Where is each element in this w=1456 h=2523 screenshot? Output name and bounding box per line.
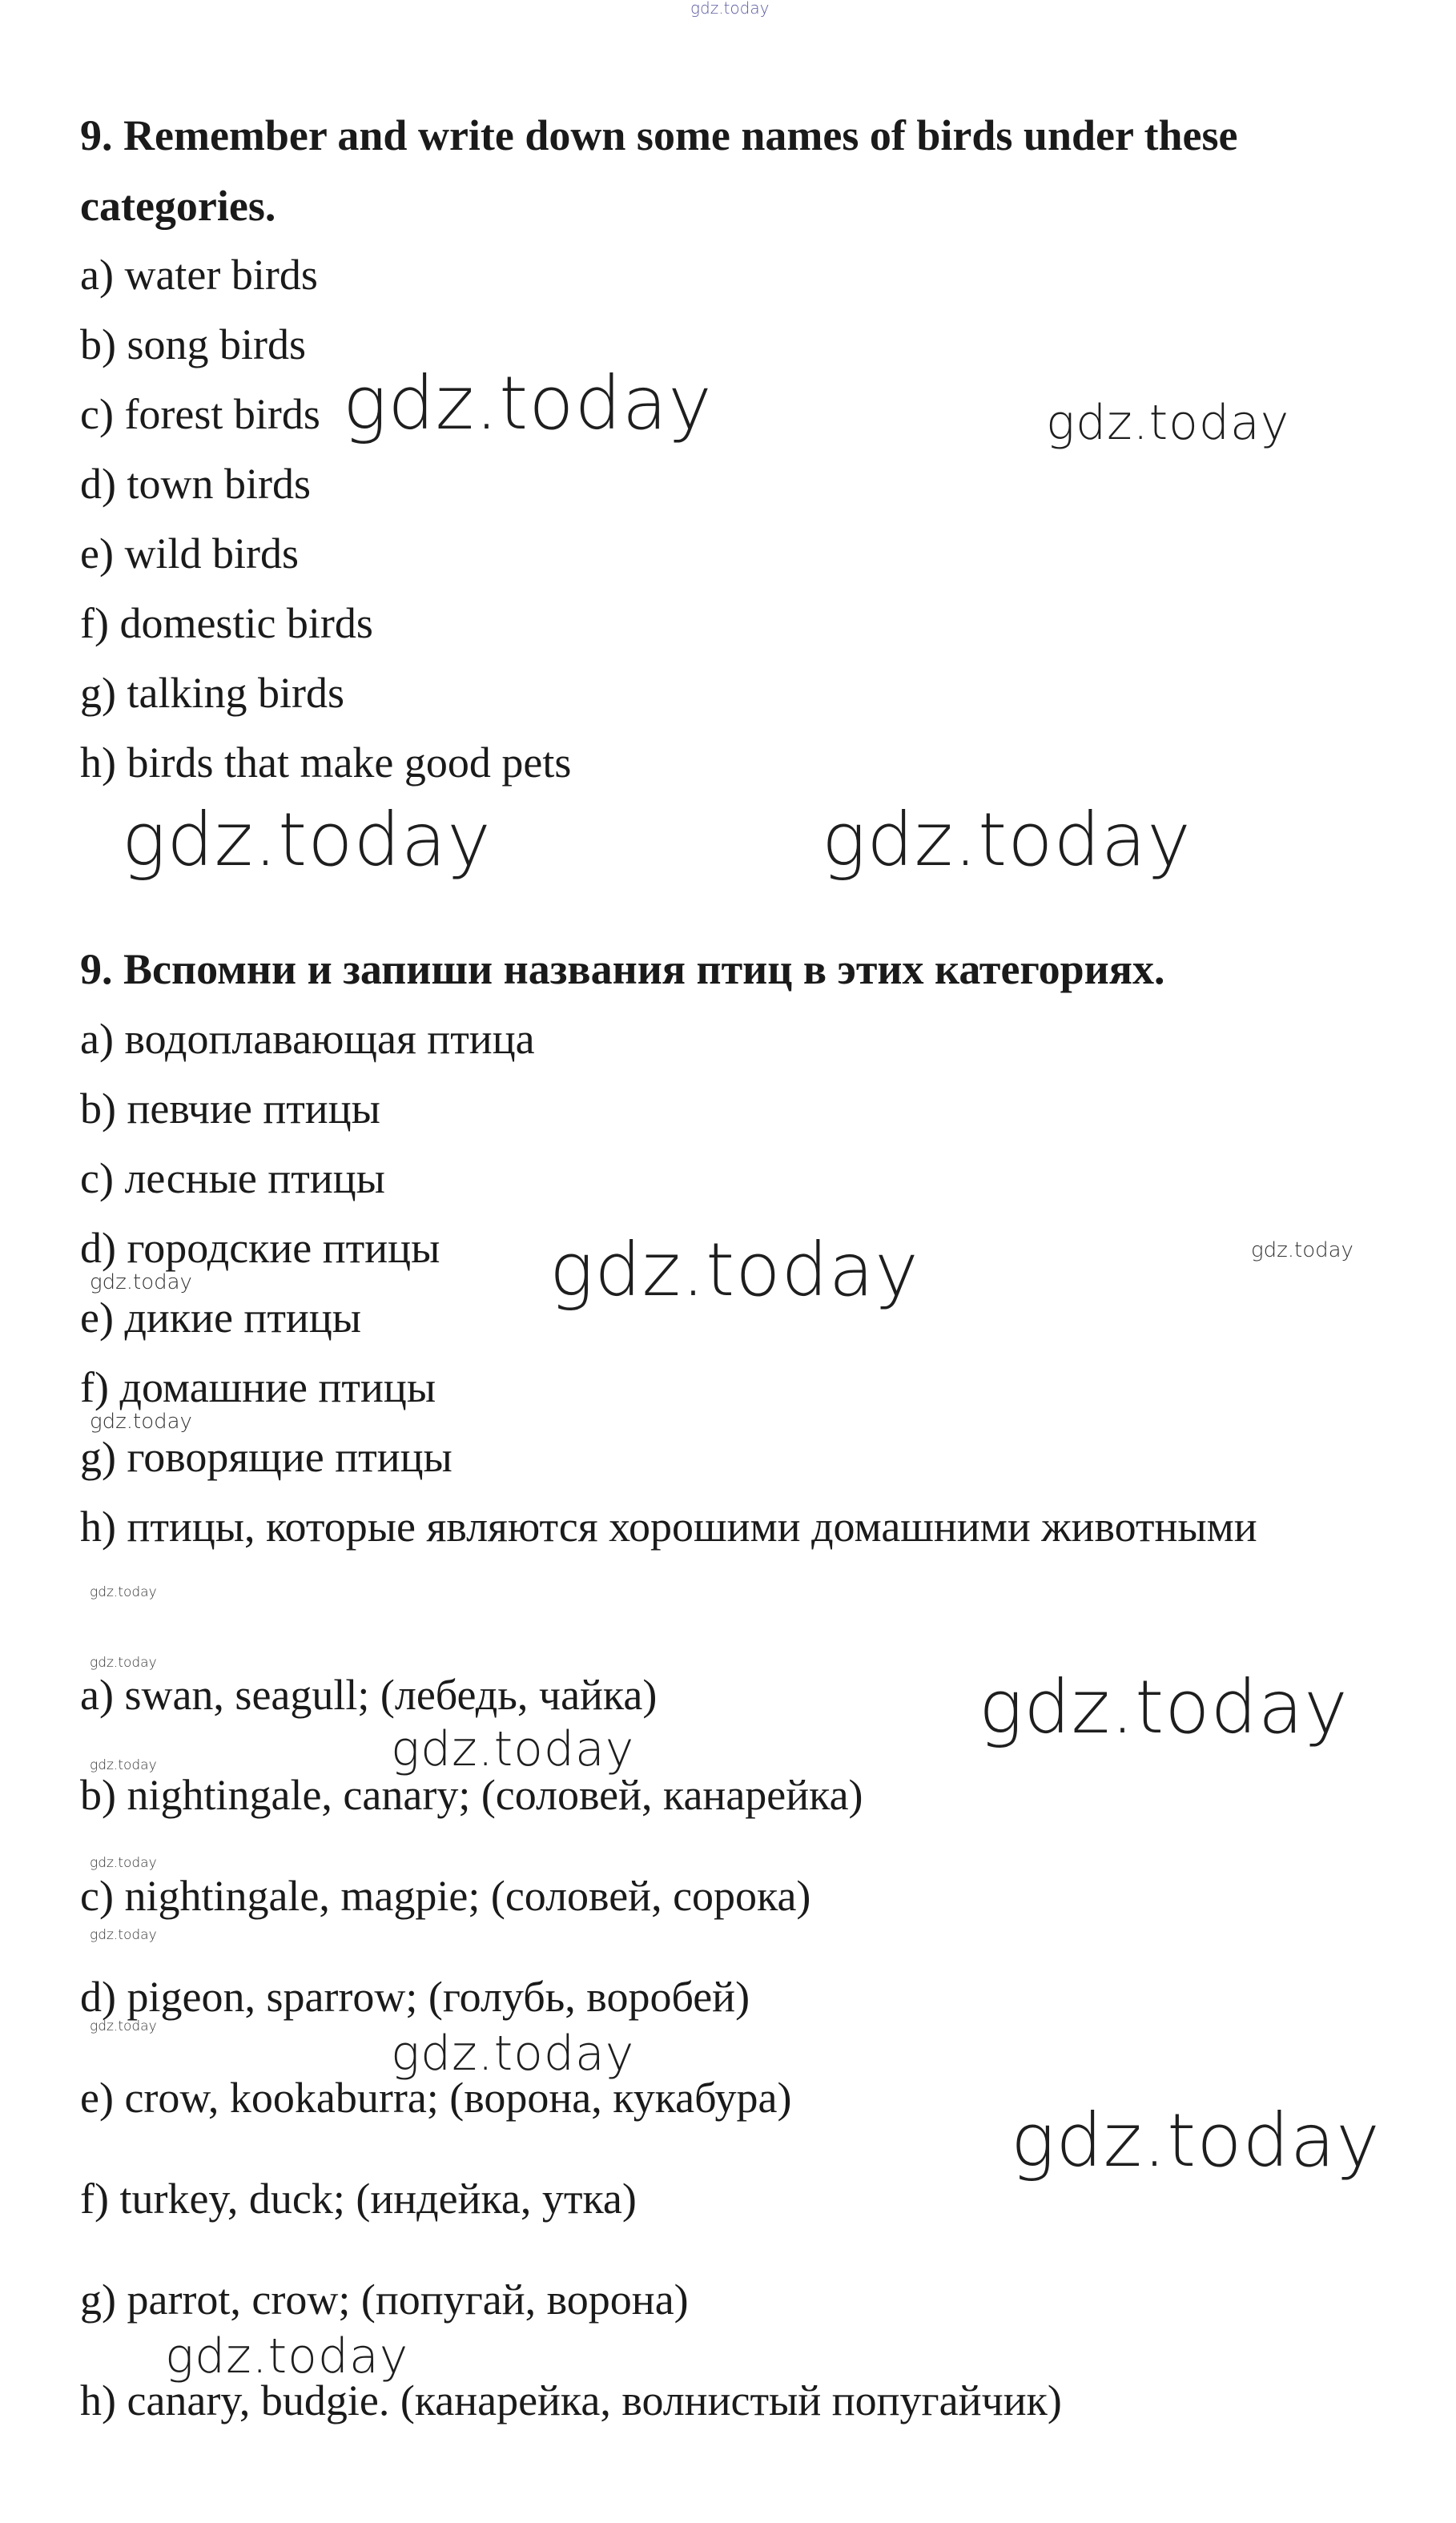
- watermark-top: gdz.today: [690, 0, 770, 18]
- watermark-tiny: gdz.today: [90, 1757, 157, 1773]
- answer-h: h) canary, budgie. (канарейка, волнистый попугайчик): [80, 2376, 1062, 2424]
- russian-item-c: c) лесные птицы: [80, 1154, 385, 1202]
- russian-item-g: g) говорящие птицы: [80, 1433, 452, 1481]
- english-item-g: g) talking birds: [80, 669, 344, 717]
- russian-item-f: f) домашние птицы: [80, 1363, 436, 1411]
- watermark-large: gdz.today: [979, 1664, 1349, 1750]
- watermark-medium: gdz.today: [165, 2328, 409, 2384]
- watermark-tiny: gdz.today: [90, 1584, 157, 1600]
- answer-a: a) swan, seagull; (лебедь, чайка): [80, 1671, 658, 1719]
- russian-item-h: h) птицы, которые являются хорошими домашними животными: [80, 1503, 1257, 1551]
- english-item-e: e) wild birds: [80, 529, 299, 577]
- watermark-large: gdz.today: [822, 797, 1192, 883]
- watermark-small: gdz.today: [1251, 1238, 1353, 1262]
- english-item-d: d) town birds: [80, 460, 311, 508]
- answer-e: e) crow, kookaburra; (ворона, кукабура): [80, 2074, 792, 2122]
- answer-d: d) pigeon, sparrow; (голубь, воробей): [80, 1973, 750, 2021]
- watermark-large: gdz.today: [122, 797, 492, 883]
- watermark-tiny: gdz.today: [90, 1855, 157, 1871]
- answer-g: g) parrot, crow; (попугай, ворона): [80, 2276, 689, 2324]
- watermark-tiny: gdz.today: [90, 1655, 157, 1671]
- russian-item-e: e) дикие птицы: [80, 1294, 361, 1342]
- english-item-f: f) domestic birds: [80, 599, 373, 647]
- watermark-large: gdz.today: [1011, 2098, 1381, 2183]
- watermark-large: gdz.today: [343, 360, 713, 446]
- answer-c: c) nightingale, magpie; (соловей, сорока): [80, 1872, 811, 1920]
- watermark-tiny: gdz.today: [90, 1927, 157, 1943]
- russian-item-d: d) городские птицы: [80, 1224, 440, 1272]
- answer-b: b) nightingale, canary; (соловей, канарейка): [80, 1771, 863, 1819]
- english-item-a: a) water birds: [80, 251, 318, 299]
- english-heading-line1: 9. Remember and write down some names of birds under these: [80, 111, 1238, 159]
- watermark-medium: gdz.today: [1046, 395, 1290, 451]
- russian-item-b: b) певчие птицы: [80, 1084, 380, 1133]
- english-item-h: h) birds that make good pets: [80, 738, 572, 787]
- watermark-medium: gdz.today: [391, 1721, 635, 1777]
- watermark-large: gdz.today: [549, 1227, 919, 1313]
- russian-item-a: a) водоплавающая птица: [80, 1015, 535, 1063]
- watermark-small: gdz.today: [90, 1410, 192, 1434]
- english-heading-line2: categories.: [80, 182, 276, 230]
- english-item-c: c) forest birds: [80, 390, 320, 438]
- english-item-b: b) song birds: [80, 320, 306, 368]
- watermark-medium: gdz.today: [391, 2026, 635, 2082]
- answer-f: f) turkey, duck; (индейка, утка): [80, 2175, 637, 2223]
- watermark-small: gdz.today: [90, 1270, 192, 1294]
- russian-heading: 9. Вспомни и запиши названия птиц в этих категориях.: [80, 945, 1165, 993]
- watermark-tiny: gdz.today: [90, 2018, 157, 2034]
